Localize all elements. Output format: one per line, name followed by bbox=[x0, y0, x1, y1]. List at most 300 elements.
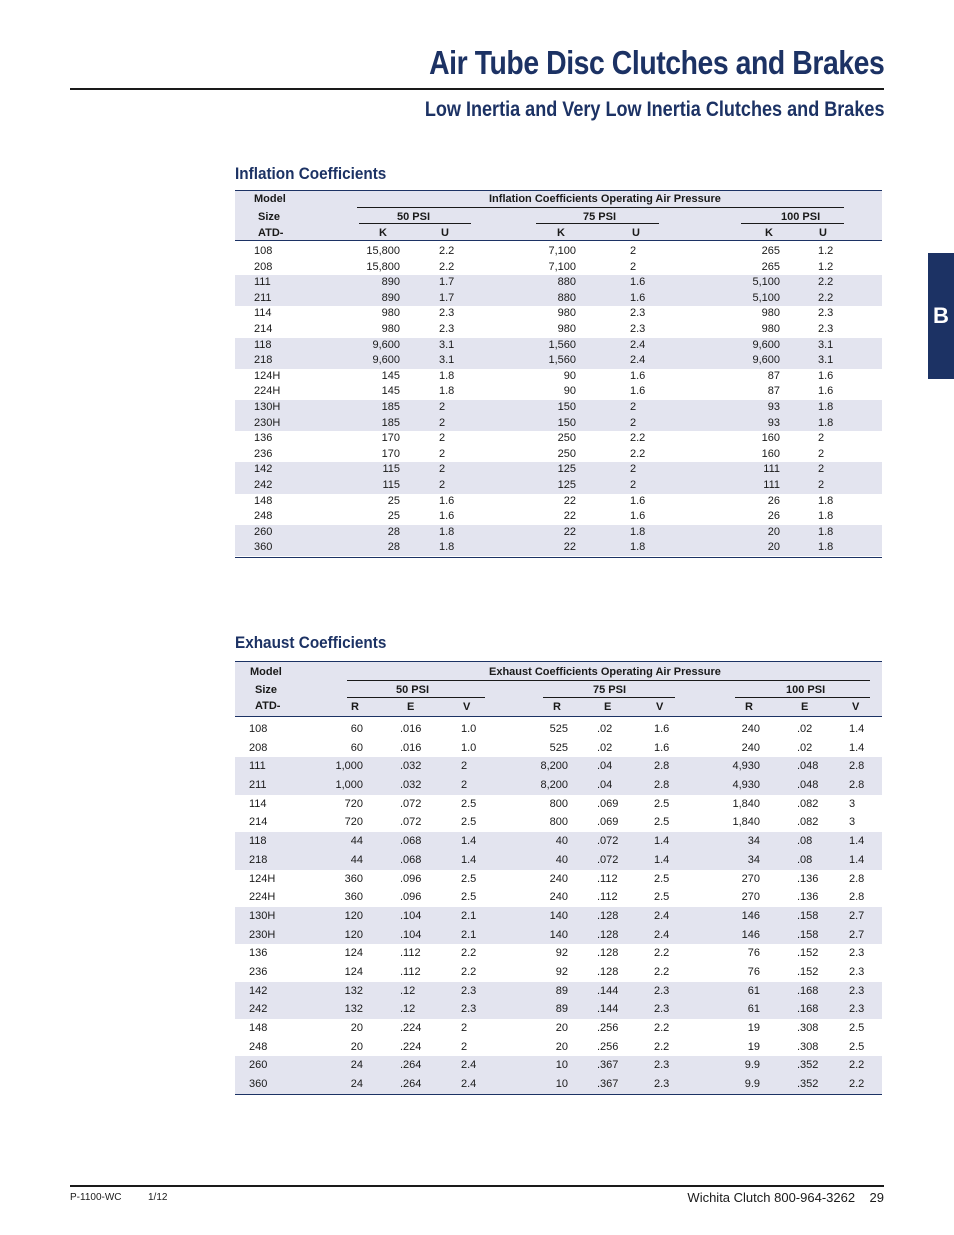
table-cell: 230H bbox=[249, 928, 276, 941]
header-col-v: V bbox=[852, 701, 860, 713]
table-cell: 208 bbox=[249, 741, 268, 754]
inflation-table-body bbox=[235, 241, 882, 558]
table-cell: 1,560 bbox=[548, 354, 576, 367]
table-cell: 2.8 bbox=[849, 872, 865, 885]
table-row bbox=[235, 306, 882, 322]
table-cell: 26 bbox=[767, 510, 780, 523]
header-psi-75: 75 PSI bbox=[593, 684, 627, 696]
table-cell: 10 bbox=[555, 1078, 568, 1091]
table-cell: 980 bbox=[557, 322, 576, 335]
table-cell: 980 bbox=[381, 307, 400, 320]
table-cell: .112 bbox=[597, 872, 618, 885]
table-cell: 1.6 bbox=[630, 385, 646, 398]
table-cell: 5,100 bbox=[752, 276, 780, 289]
table-cell: 242 bbox=[249, 1003, 268, 1016]
header-psi-75: 75 PSI bbox=[583, 211, 617, 223]
table-cell: 20 bbox=[767, 525, 780, 538]
table-cell: 2.3 bbox=[818, 322, 834, 335]
table-cell: .308 bbox=[797, 1040, 819, 1053]
table-row bbox=[235, 400, 882, 416]
table-cell: 142 bbox=[254, 463, 273, 476]
table-cell: 2.5 bbox=[654, 797, 670, 810]
header-col-u: U bbox=[819, 227, 827, 239]
table-cell: 2 bbox=[461, 760, 468, 773]
table-cell: 2.2 bbox=[630, 432, 646, 445]
table-cell: 1.4 bbox=[849, 741, 865, 754]
table-cell: 270 bbox=[741, 891, 760, 904]
header-col-r: R bbox=[553, 701, 561, 713]
table-cell: 150 bbox=[557, 416, 576, 429]
header-size: Size bbox=[255, 684, 278, 696]
table-cell: 2.2 bbox=[439, 245, 455, 257]
table-cell: 150 bbox=[557, 400, 576, 413]
table-cell: 2.3 bbox=[849, 965, 865, 978]
table-cell: 61 bbox=[747, 984, 760, 997]
table-cell: 130H bbox=[254, 400, 281, 413]
table-cell: .048 bbox=[797, 779, 819, 792]
table-cell: 1,000 bbox=[335, 779, 363, 792]
table-cell: .068 bbox=[400, 853, 422, 866]
table-cell: 248 bbox=[249, 1040, 268, 1053]
table-cell: 2 bbox=[439, 463, 446, 476]
table-cell: 2.5 bbox=[849, 1040, 865, 1053]
table-cell: .02 bbox=[797, 741, 813, 754]
table-cell: 2.5 bbox=[654, 891, 670, 904]
table-cell: 20 bbox=[350, 1022, 363, 1034]
table-cell: 124 bbox=[344, 947, 363, 960]
table-cell: 240 bbox=[741, 723, 760, 735]
table-cell: 525 bbox=[549, 741, 568, 754]
table-row bbox=[235, 795, 882, 814]
table-cell: 34 bbox=[747, 835, 760, 848]
table-row bbox=[235, 813, 882, 832]
table-cell: 146 bbox=[741, 928, 760, 941]
table-cell: .158 bbox=[797, 909, 819, 922]
table-cell: 160 bbox=[761, 447, 780, 460]
table-cell: 260 bbox=[254, 525, 273, 538]
table-cell: 248 bbox=[254, 510, 273, 523]
header-model: Model bbox=[254, 193, 286, 205]
table-cell: 1.6 bbox=[630, 369, 646, 382]
table-cell: 2 bbox=[818, 447, 825, 460]
table-cell: 1.8 bbox=[818, 525, 834, 538]
table-cell: .367 bbox=[597, 1078, 619, 1091]
table-cell: 265 bbox=[761, 245, 780, 257]
table-cell: 90 bbox=[563, 385, 576, 398]
table-cell: 111 bbox=[763, 478, 780, 491]
table-cell: .352 bbox=[797, 1059, 819, 1072]
table-cell: .144 bbox=[597, 984, 619, 997]
table-cell: 2.8 bbox=[654, 779, 670, 792]
table-cell: 44 bbox=[350, 853, 363, 866]
table-cell: .256 bbox=[597, 1040, 619, 1053]
table-cell: 2.8 bbox=[849, 779, 865, 792]
table-cell: 8,200 bbox=[540, 760, 568, 773]
table-row bbox=[235, 963, 882, 982]
table-cell: 1.0 bbox=[461, 741, 477, 754]
doc-code: P-1100-WC bbox=[70, 1192, 122, 1203]
table-cell: 1.6 bbox=[654, 723, 670, 735]
table-cell: 1.6 bbox=[630, 510, 646, 523]
psi-100-rule bbox=[735, 697, 870, 698]
table-row bbox=[235, 462, 882, 478]
table-cell: 2 bbox=[818, 432, 825, 445]
table-cell: 2.1 bbox=[461, 928, 477, 941]
table-cell: 360 bbox=[344, 872, 363, 885]
table-row bbox=[235, 776, 882, 795]
table-cell: 114 bbox=[249, 797, 267, 810]
header-col-r: R bbox=[351, 701, 359, 713]
table-cell: 2.7 bbox=[849, 928, 865, 941]
footer-rule bbox=[70, 1185, 884, 1187]
table-cell: 124 bbox=[344, 965, 363, 978]
table-cell: 2 bbox=[630, 463, 637, 476]
table-cell: 2.4 bbox=[630, 354, 646, 367]
table-cell: 2.2 bbox=[849, 1078, 865, 1091]
table-cell: 93 bbox=[767, 400, 780, 413]
table-cell: 89 bbox=[555, 984, 568, 997]
table-cell: 108 bbox=[249, 723, 268, 735]
table-cell: 1.7 bbox=[439, 291, 455, 304]
table-cell: 240 bbox=[741, 741, 760, 754]
table-cell: 115 bbox=[382, 478, 400, 491]
table-cell: 880 bbox=[557, 276, 576, 289]
table-cell: 22 bbox=[563, 525, 576, 538]
table-cell: .112 bbox=[400, 947, 421, 960]
table-cell: 1.8 bbox=[630, 525, 646, 538]
table-cell: 20 bbox=[555, 1040, 568, 1053]
table-cell: 9,600 bbox=[752, 354, 780, 367]
table-row bbox=[235, 907, 882, 926]
table-cell: 8,200 bbox=[540, 779, 568, 792]
table-cell: 2 bbox=[818, 463, 825, 476]
table-cell: 2.3 bbox=[461, 1003, 477, 1016]
table-cell: 1.8 bbox=[630, 541, 646, 554]
table-cell: .112 bbox=[597, 891, 618, 904]
table-cell: 1.4 bbox=[461, 835, 477, 848]
table-cell: .082 bbox=[797, 816, 819, 829]
table-cell: 1.6 bbox=[818, 385, 834, 398]
table-cell: .02 bbox=[597, 723, 613, 735]
exhaust-title: Exhaust Coefficients bbox=[235, 633, 387, 652]
table-cell: 1.2 bbox=[818, 245, 834, 257]
table-cell: 1.6 bbox=[439, 510, 455, 523]
table-cell: 7,100 bbox=[548, 260, 576, 273]
header-col-v: V bbox=[656, 701, 664, 713]
exhaust-table-body bbox=[235, 717, 882, 1095]
psi-75-rule bbox=[536, 223, 659, 224]
inflation-table bbox=[235, 190, 882, 558]
table-cell: 800 bbox=[549, 816, 568, 829]
table-cell: 2.5 bbox=[654, 816, 670, 829]
table-cell: .016 bbox=[400, 723, 422, 735]
table-cell: 211 bbox=[249, 779, 267, 792]
table-cell: 2.3 bbox=[439, 322, 455, 335]
table-cell: 1.8 bbox=[818, 494, 834, 507]
header-col-v: V bbox=[463, 701, 471, 713]
table-row bbox=[235, 1019, 882, 1038]
table-cell: 111 bbox=[254, 276, 271, 289]
table-cell: 145 bbox=[381, 385, 400, 398]
group-rule bbox=[347, 680, 870, 681]
table-cell: 19 bbox=[747, 1040, 760, 1053]
table-cell: 24 bbox=[350, 1078, 363, 1091]
table-cell: .367 bbox=[597, 1059, 619, 1072]
table-cell: 185 bbox=[381, 400, 400, 413]
table-cell: 2 bbox=[630, 245, 637, 257]
table-cell: .128 bbox=[597, 947, 619, 960]
table-cell: 2.5 bbox=[461, 816, 477, 829]
table-cell: 980 bbox=[761, 307, 780, 320]
table-row bbox=[235, 416, 882, 432]
table-cell: 980 bbox=[557, 307, 576, 320]
table-cell: 5,100 bbox=[752, 291, 780, 304]
table-row bbox=[235, 369, 882, 385]
table-cell: 2.2 bbox=[654, 1022, 670, 1034]
header-group-title: Inflation Coefficients Operating Air Pressure bbox=[489, 193, 721, 205]
table-row bbox=[235, 1038, 882, 1057]
table-row bbox=[235, 275, 882, 291]
table-cell: 9.9 bbox=[744, 1059, 760, 1072]
table-cell: 140 bbox=[549, 909, 568, 922]
table-cell: 890 bbox=[381, 276, 400, 289]
table-cell: 3.1 bbox=[818, 338, 834, 351]
table-cell: .08 bbox=[797, 835, 813, 848]
table-cell: 3 bbox=[849, 816, 856, 829]
table-cell: 2 bbox=[630, 260, 637, 273]
table-cell: 2.2 bbox=[654, 965, 670, 978]
table-cell: 1.6 bbox=[439, 494, 455, 507]
footer-company bbox=[687, 1190, 884, 1205]
table-cell: .112 bbox=[400, 965, 421, 978]
table-cell: 270 bbox=[741, 872, 760, 885]
table-cell: .072 bbox=[400, 816, 422, 829]
table-cell: 61 bbox=[747, 1003, 760, 1016]
table-cell: 92 bbox=[555, 947, 568, 960]
table-cell: 2.2 bbox=[461, 947, 477, 960]
table-cell: 2.1 bbox=[461, 909, 477, 922]
table-cell: 2.4 bbox=[654, 928, 670, 941]
table-cell: .264 bbox=[400, 1059, 422, 1072]
table-cell: 9,600 bbox=[372, 354, 400, 367]
table-cell: 1.4 bbox=[654, 853, 670, 866]
table-cell: 9,600 bbox=[372, 338, 400, 351]
table-cell: 140 bbox=[549, 928, 568, 941]
table-cell: 2.2 bbox=[630, 447, 646, 460]
table-cell: .016 bbox=[400, 741, 422, 754]
table-cell: 26 bbox=[767, 494, 780, 507]
table-cell: 230H bbox=[254, 416, 281, 429]
table-cell: 87 bbox=[767, 385, 780, 398]
table-cell: 60 bbox=[350, 741, 363, 754]
table-cell: 3.1 bbox=[439, 338, 455, 351]
table-row bbox=[235, 870, 882, 889]
header-group-title: Exhaust Coefficients Operating Air Pressure bbox=[489, 666, 721, 678]
table-cell: .128 bbox=[597, 965, 619, 978]
table-cell: 2.3 bbox=[654, 1078, 670, 1091]
table-cell: .352 bbox=[797, 1078, 819, 1091]
table-cell: 720 bbox=[344, 797, 363, 810]
table-cell: 224H bbox=[254, 385, 281, 398]
table-cell: 2.3 bbox=[849, 984, 865, 997]
table-cell: .224 bbox=[400, 1040, 422, 1053]
table-cell: 125 bbox=[557, 478, 576, 491]
table-cell: 3.1 bbox=[439, 354, 455, 367]
table-row bbox=[235, 1000, 882, 1019]
table-row bbox=[235, 525, 882, 541]
table-cell: 114 bbox=[254, 307, 272, 320]
table-row bbox=[235, 244, 882, 260]
table-cell: 132 bbox=[344, 984, 363, 997]
table-cell: 242 bbox=[254, 478, 273, 491]
table-cell: 2.7 bbox=[849, 909, 865, 922]
table-cell: 2.3 bbox=[849, 947, 865, 960]
table-cell: 20 bbox=[767, 541, 780, 554]
table-cell: 2 bbox=[461, 779, 468, 792]
table-cell: .256 bbox=[597, 1022, 619, 1034]
header-psi-50: 50 PSI bbox=[397, 211, 431, 223]
table-cell: 1.8 bbox=[818, 416, 834, 429]
table-cell: 2.3 bbox=[630, 322, 646, 335]
table-cell: 93 bbox=[767, 416, 780, 429]
table-cell: 4,930 bbox=[732, 760, 760, 773]
table-cell: 1.8 bbox=[818, 541, 834, 554]
table-cell: 800 bbox=[549, 797, 568, 810]
header-psi-50: 50 PSI bbox=[396, 684, 430, 696]
table-cell: 1,840 bbox=[732, 797, 760, 810]
table-cell: 76 bbox=[747, 947, 760, 960]
psi-100-rule bbox=[741, 223, 844, 224]
table-cell: 2.5 bbox=[849, 1022, 865, 1034]
table-cell: .04 bbox=[597, 779, 613, 792]
section-tab: B bbox=[928, 253, 954, 379]
table-cell: 2 bbox=[439, 400, 446, 413]
table-cell: .152 bbox=[797, 965, 819, 978]
table-cell: 2 bbox=[461, 1040, 468, 1053]
table-cell: .128 bbox=[597, 928, 619, 941]
table-row bbox=[235, 322, 882, 338]
table-cell: 1.6 bbox=[654, 741, 670, 754]
table-cell: 130H bbox=[249, 909, 276, 922]
table-cell: 76 bbox=[747, 965, 760, 978]
table-cell: 2.3 bbox=[849, 1003, 865, 1016]
table-cell: .136 bbox=[797, 891, 819, 904]
table-cell: 146 bbox=[741, 909, 760, 922]
table-row bbox=[235, 832, 882, 851]
table-cell: 1.0 bbox=[461, 723, 477, 735]
table-cell: 2 bbox=[630, 400, 637, 413]
table-cell: 34 bbox=[747, 853, 760, 866]
table-cell: 2 bbox=[439, 478, 446, 491]
table-row bbox=[235, 982, 882, 1001]
table-cell: 1.4 bbox=[654, 835, 670, 848]
table-cell: 90 bbox=[563, 369, 576, 382]
table-cell: 22 bbox=[563, 541, 576, 554]
table-cell: 2.3 bbox=[654, 1003, 670, 1016]
table-cell: 360 bbox=[344, 891, 363, 904]
table-cell: 2.3 bbox=[654, 1059, 670, 1072]
table-cell: .069 bbox=[597, 797, 619, 810]
header-atd: ATD- bbox=[255, 700, 281, 712]
table-cell: 250 bbox=[557, 447, 576, 460]
table-row bbox=[235, 447, 882, 463]
psi-50-rule bbox=[359, 223, 471, 224]
table-cell: 2 bbox=[630, 478, 637, 491]
table-cell: 4,930 bbox=[732, 779, 760, 792]
table-cell: 40 bbox=[555, 835, 568, 848]
table-row bbox=[235, 540, 882, 556]
table-cell: .264 bbox=[400, 1078, 422, 1091]
table-cell: 19 bbox=[747, 1022, 760, 1034]
table-cell: 980 bbox=[761, 322, 780, 335]
table-cell: 2 bbox=[818, 478, 825, 491]
header-col-e: E bbox=[407, 701, 415, 713]
table-cell: 160 bbox=[761, 432, 780, 445]
table-cell: 111 bbox=[249, 760, 266, 773]
header-col-e: E bbox=[604, 701, 612, 713]
table-cell: 142 bbox=[249, 984, 268, 997]
table-cell: 2.5 bbox=[461, 797, 477, 810]
table-row bbox=[235, 431, 882, 447]
table-cell: 1.8 bbox=[818, 510, 834, 523]
table-cell: 250 bbox=[557, 432, 576, 445]
table-row bbox=[235, 739, 882, 758]
psi-75-rule bbox=[543, 697, 675, 698]
table-cell: 170 bbox=[381, 447, 400, 460]
table-cell: .08 bbox=[797, 853, 813, 866]
table-cell: .12 bbox=[400, 984, 416, 997]
table-cell: 2.4 bbox=[461, 1059, 477, 1072]
table-cell: 2 bbox=[439, 447, 446, 460]
table-cell: 2.2 bbox=[818, 291, 834, 304]
table-cell: 214 bbox=[254, 322, 273, 335]
table-row bbox=[235, 1056, 882, 1075]
psi-50-rule bbox=[347, 697, 485, 698]
table-cell: .048 bbox=[797, 760, 819, 773]
table-cell: 2.2 bbox=[439, 260, 455, 273]
table-row bbox=[235, 720, 882, 739]
table-cell: 145 bbox=[381, 369, 400, 382]
table-cell: 2.4 bbox=[630, 338, 646, 351]
table-cell: 92 bbox=[555, 965, 568, 978]
table-cell: 136 bbox=[249, 947, 268, 960]
table-cell: 2.8 bbox=[849, 760, 865, 773]
table-row bbox=[235, 509, 882, 525]
table-row bbox=[235, 338, 882, 354]
table-cell: 720 bbox=[344, 816, 363, 829]
table-cell: 2.5 bbox=[461, 872, 477, 885]
table-cell: 2.2 bbox=[849, 1059, 865, 1072]
table-cell: 118 bbox=[249, 835, 267, 848]
table-cell: 2.2 bbox=[818, 276, 834, 289]
table-cell: 1.4 bbox=[461, 853, 477, 866]
table-row bbox=[235, 291, 882, 307]
table-cell: 1.6 bbox=[630, 276, 646, 289]
table-cell: 124H bbox=[254, 369, 281, 382]
table-cell: 2.3 bbox=[461, 984, 477, 997]
table-cell: 214 bbox=[249, 816, 268, 829]
table-cell: .136 bbox=[797, 872, 819, 885]
table-row bbox=[235, 260, 882, 276]
table-cell: 15,800 bbox=[366, 260, 400, 273]
page-number: 29 bbox=[869, 1190, 884, 1205]
table-cell: 2.5 bbox=[654, 872, 670, 885]
header-col-e: E bbox=[801, 701, 809, 713]
table-cell: 265 bbox=[761, 260, 780, 273]
table-row bbox=[235, 353, 882, 369]
table-cell: 525 bbox=[549, 723, 568, 735]
table-cell: 20 bbox=[350, 1040, 363, 1053]
